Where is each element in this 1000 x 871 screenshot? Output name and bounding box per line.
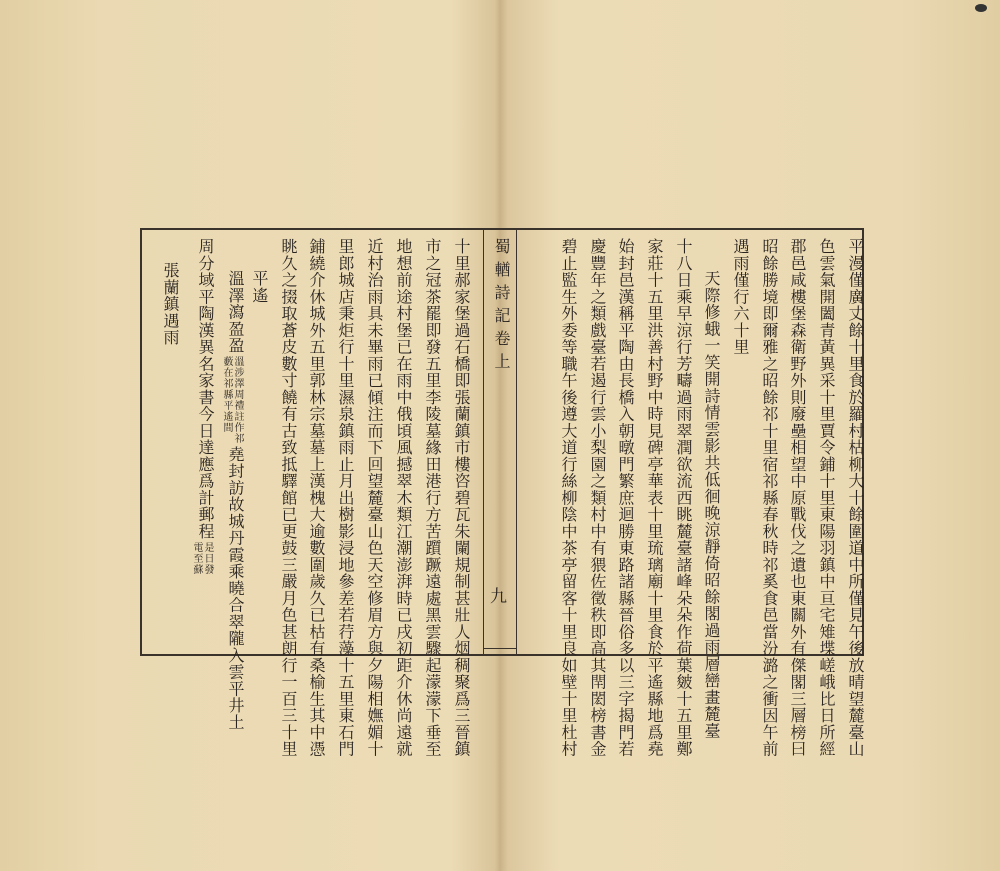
center-divider-right [516,228,517,656]
ink-spot [975,4,987,12]
text-column: 鋪繞介休城外五里郭林宗墓墓上漢槐大逾數圍歲久已枯有桑榆生其中憑 [307,238,326,758]
section-heading: 張蘭鎮遇雨 [161,262,180,346]
poem-column [191,238,213,577]
text-column: 眺久之掇取蒼皮數寸饒有古致抵驛館已更鼓三嚴月色甚朗行一百三十里 [279,238,298,758]
text-column: 始封邑漢稱平陶由長橋入朝暾門繁庶迴勝東路諸縣晉俗多以三字揭門若 [616,238,635,758]
text-column: 色雲氣開闔青黃異采十里賈令鋪十里東陽羽鎮中亘宅雉堞嵯峨比日所經 [817,238,836,758]
text-column: 里郎城店秉炬行十里濕泉鎮雨止月出樹影浸地參差若荇藻十五里東石門 [336,238,355,758]
text-column: 地想前途村堡已在雨中俄頃風撼翠木類江潮澎湃時已戌初距介休尚遠就 [394,238,413,758]
note-line: 電至蘇 [191,541,202,575]
text-column: 家莊十五里洪善村野中時見碑亭華表十里琉璃廟十里食於平遙縣地爲堯 [645,238,664,758]
book-title: 蜀輶詩記卷上 [492,238,511,376]
poem-text: 溫澤瀉盈盈 [226,270,245,354]
text-column: 碧止監生外委等職午後遵大道行絲柳陰中茶亭留客十里良如壁十里杜村 [559,238,578,758]
note-line: 溫涉澤周禮註作祁 [232,355,243,444]
poem-text: 周分域平陶漢異名家書今日達應爲計郵程 [196,238,215,540]
text-column: 十八日乘早涼行芳疇過雨翠潤欲流西眺麓臺諸峰朵朵作荷葉皴十五里鄭 [674,238,693,758]
note-line: 藪在祁縣平遙間 [221,355,232,433]
text-column: 十里郝家堡過石橋即張蘭鎮市樓咨碧瓦朱闌規制甚壯人烟稠聚爲三晉鎮 [452,238,471,758]
text-column: 遇雨僅行六十里 [731,238,750,356]
poem-column [221,270,243,731]
center-rule [483,648,516,649]
text-column: 市之冠茶罷即發五里李陵墓緣田港行方苦躓蹶遠處黑雲驟起濛濛下垂至 [423,238,442,758]
text-column: 近村治雨具未畢雨已傾注而下回望麓臺山色天空修眉方與夕陽相嫵媚十 [365,238,384,758]
poem-column: 天際修蛾一笑開詩情雲影共低徊晚涼靜倚昭餘閣過雨層巒畫麓臺 [702,270,721,739]
text-column: 昭餘勝境即爾雅之昭餘祁十里宿祁縣春秋時祁奚食邑當汾潞之衝因午前 [760,238,779,758]
note-line: 是日發 [202,541,213,575]
annotation-note [221,356,243,444]
text-column: 郡邑咸樓堡森衛野外則廢壘相望中原戰伐之遺也東關外有傑閣三層榜曰 [788,238,807,758]
poem-title: 平遙 [250,270,269,304]
text-column: 慶豐年之類戲臺若遏行雲小梨園之類村中有猥佐徵秩即高其閈閎榜書金 [588,238,607,758]
poem-text: 堯封訪故城丹霞乘曉合翠隴入雲平井土 [226,445,245,731]
center-divider-left [483,228,484,656]
text-column: 平漫僅廣丈餘十里食於羅村枯柳大十餘圍道中所僅見午後放晴望麓臺山 [846,238,865,758]
annotation-note [191,542,213,575]
page-number: 九 [490,587,507,607]
